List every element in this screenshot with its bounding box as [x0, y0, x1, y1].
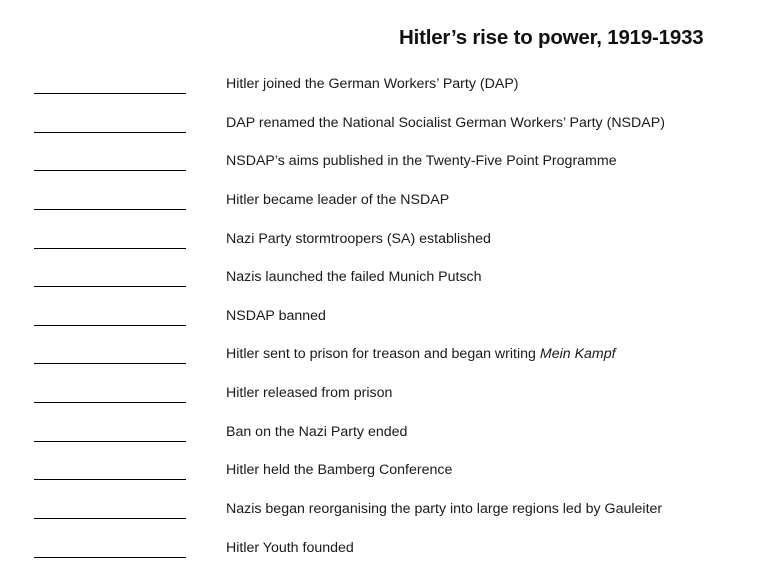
answer-blank-line[interactable] — [34, 325, 186, 326]
event-text: Ban on the Nazi Party ended — [226, 424, 408, 440]
book-title: Mein Kampf — [539, 346, 616, 362]
list-item — [0, 539, 770, 569]
event-text: Nazis began reorganising the party into large regions led by Gauleiter — [226, 501, 663, 517]
answer-blank-line[interactable] — [34, 402, 186, 403]
list-item — [0, 307, 770, 337]
event-text: Hitler held the Bamberg Conference — [226, 462, 453, 478]
answer-blank-line[interactable] — [34, 93, 186, 94]
event-text-plain: Hitler sent to prison for treason and began writing — [226, 346, 540, 362]
list-item — [0, 152, 770, 182]
answer-blank-line[interactable] — [34, 557, 186, 558]
list-item — [0, 500, 770, 530]
answer-blank-line[interactable] — [34, 209, 186, 210]
answer-blank-line[interactable] — [34, 286, 186, 287]
event-text: NSDAP banned — [226, 308, 326, 324]
answer-blank-line[interactable] — [34, 248, 186, 249]
answer-blank-line[interactable] — [34, 479, 186, 480]
event-text: Hitler became leader of the NSDAP — [226, 192, 450, 208]
list-item — [0, 75, 770, 105]
answer-blank-line[interactable] — [34, 170, 186, 171]
list-item — [0, 114, 770, 144]
event-text: Nazi Party stormtroopers (SA) established — [226, 231, 491, 247]
event-text: Nazis launched the failed Munich Putsch — [226, 269, 482, 285]
answer-blank-line[interactable] — [34, 132, 186, 133]
list-item — [0, 461, 770, 491]
page-title: Hitler’s rise to power, 1919-1933 — [399, 26, 704, 49]
event-text: Hitler released from prison — [226, 385, 393, 401]
answer-blank-line[interactable] — [34, 518, 186, 519]
list-item — [0, 268, 770, 298]
event-text: NSDAP’s aims published in the Twenty-Five Point Programme — [226, 153, 617, 169]
list-item — [0, 384, 770, 414]
answer-blank-line[interactable] — [34, 441, 186, 442]
list-item — [0, 191, 770, 221]
list-item — [0, 423, 770, 453]
list-item — [0, 230, 770, 260]
answer-blank-line[interactable] — [34, 363, 186, 364]
event-text — [226, 345, 616, 363]
event-text: Hitler Youth founded — [226, 540, 354, 556]
event-text: Hitler joined the German Workers’ Party (DAP) — [226, 76, 519, 92]
event-text: DAP renamed the National Socialist German Workers’ Party (NSDAP) — [226, 115, 665, 131]
list-item — [0, 345, 770, 375]
